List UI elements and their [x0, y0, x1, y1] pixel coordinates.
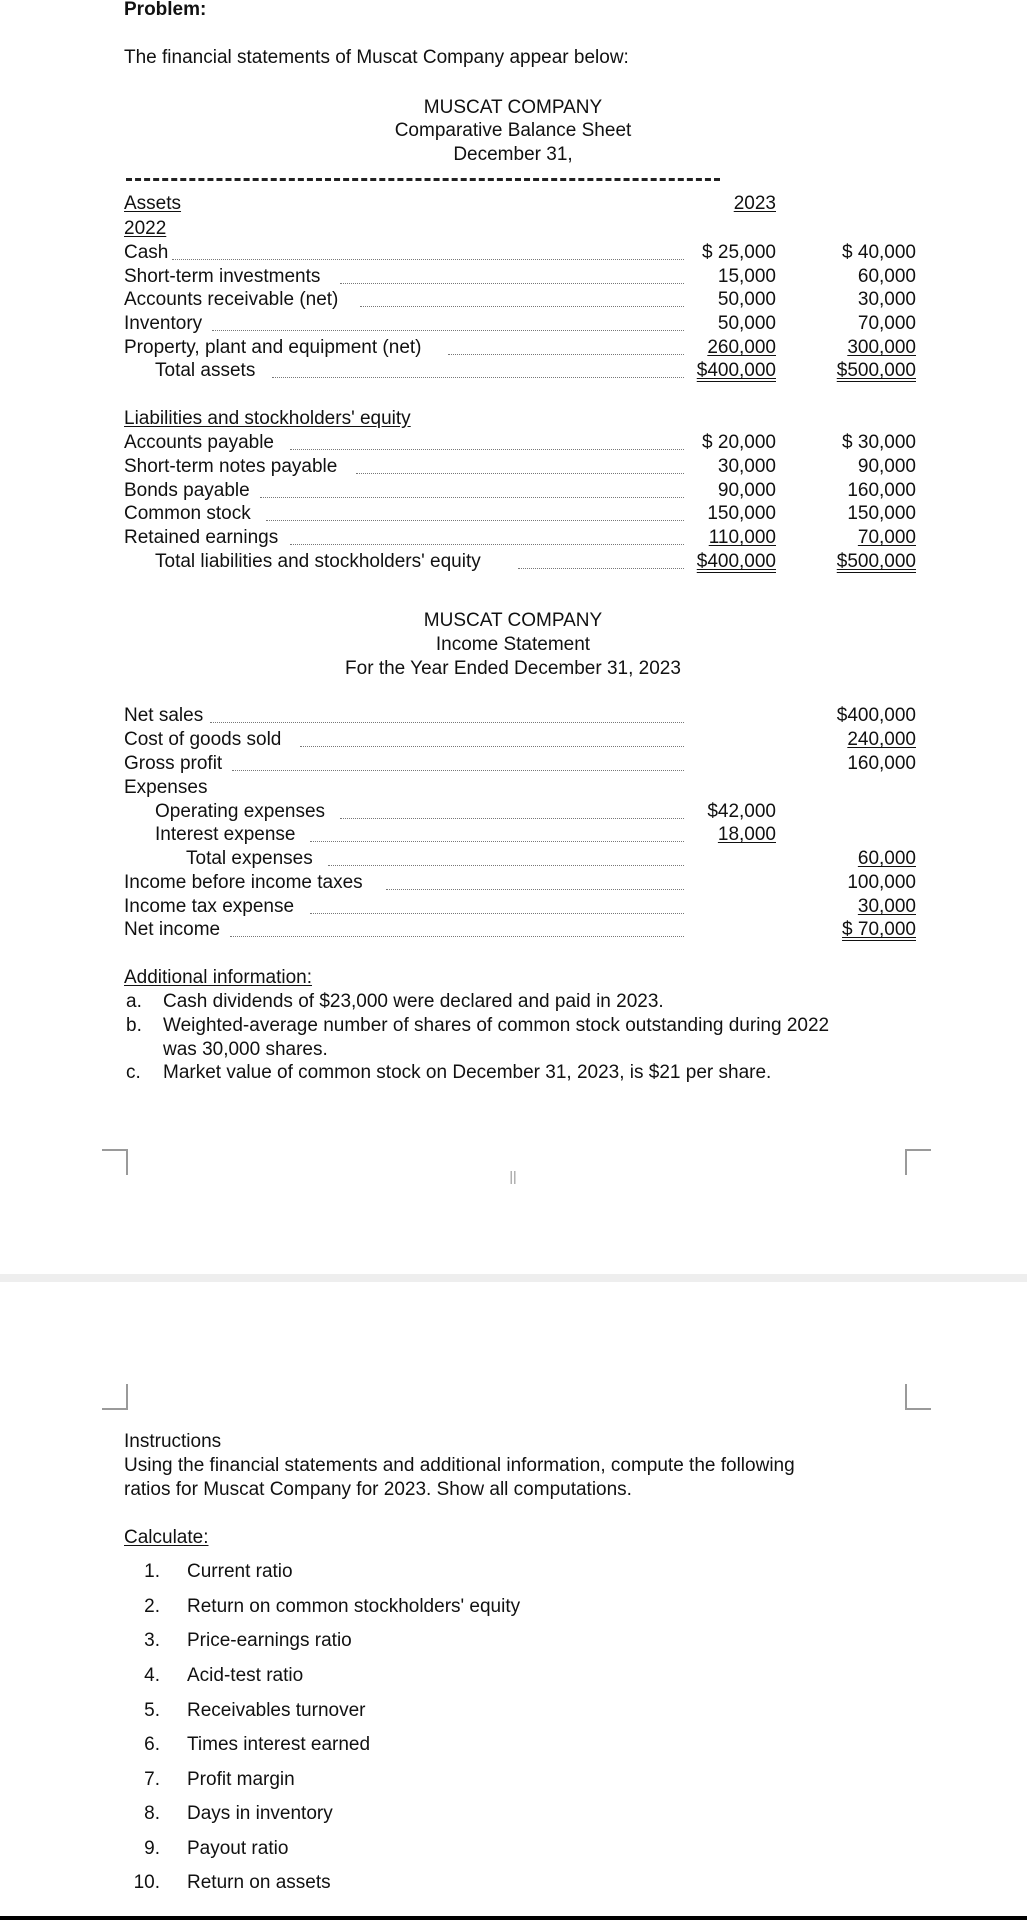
- additional-item-cont: was 30,000 shares.: [163, 1039, 328, 1060]
- list-number: 4.: [144, 1665, 160, 1686]
- leader-dots: [328, 865, 684, 866]
- header-dashed-rule: [126, 178, 720, 181]
- value-2023: 150,000: [707, 503, 776, 524]
- page-gap: [0, 1274, 1027, 1282]
- leader-dots: [212, 330, 684, 331]
- item-marker: b.: [126, 1015, 142, 1036]
- col-2022-header: 2022: [124, 218, 167, 239]
- instructions-line: Using the financial statements and additional information, compute the following: [124, 1455, 795, 1476]
- row-label: Gross profit: [124, 753, 223, 774]
- assets-heading: Assets: [124, 193, 182, 214]
- corner-mark-top-right: [905, 1149, 931, 1175]
- list-text: Payout ratio: [187, 1838, 289, 1859]
- list-number: 10.: [133, 1872, 160, 1893]
- value-2022: 90,000: [857, 456, 916, 477]
- leader-dots: [310, 913, 684, 914]
- leader-dots: [310, 841, 684, 842]
- value-sub: 18,000: [717, 824, 776, 845]
- value-total: 160,000: [847, 753, 916, 774]
- row-label: Common stock: [124, 503, 251, 524]
- is-period: For the Year Ended December 31, 2023: [345, 658, 681, 679]
- leader-dots: [340, 283, 684, 284]
- value-2023: 110,000: [708, 527, 776, 548]
- leader-dots: [448, 354, 684, 355]
- additional-item: Weighted-average number of shares of common stock outstanding during 2022: [163, 1015, 830, 1036]
- row-label: Inventory: [124, 313, 203, 334]
- item-marker: a.: [126, 991, 142, 1012]
- value-sub: $42,000: [707, 801, 776, 822]
- bs-company: MUSCAT COMPANY: [423, 97, 603, 118]
- list-text: Acid-test ratio: [187, 1665, 304, 1686]
- list-text: Profit margin: [187, 1769, 295, 1790]
- value-2022: $ 30,000: [842, 432, 916, 453]
- page-break-mark: ||: [509, 1168, 517, 1184]
- leader-dots: [272, 377, 684, 378]
- leader-dots: [290, 449, 684, 450]
- leader-dots: [172, 259, 684, 260]
- row-label: Accounts payable: [124, 432, 274, 453]
- corner-mark-top-left: [102, 1149, 128, 1175]
- expenses-label: Expenses: [124, 777, 208, 798]
- list-text: Return on assets: [187, 1872, 331, 1893]
- instructions-heading: Instructions: [124, 1431, 222, 1452]
- value-2022: 300,000: [847, 337, 916, 358]
- list-number: 7.: [144, 1769, 160, 1790]
- value-2023: 50,000: [717, 313, 776, 334]
- row-label: Interest expense: [155, 824, 296, 845]
- additional-item: Cash dividends of $23,000 were declared and paid in 2023.: [163, 991, 664, 1012]
- leader-dots: [300, 746, 684, 747]
- value-2023: $ 20,000: [702, 432, 776, 453]
- value-2022: $500,000: [836, 360, 916, 381]
- value-2023: 50,000: [717, 289, 776, 310]
- row-label: Property, plant and equipment (net): [124, 337, 422, 358]
- value-2023: $400,000: [696, 360, 776, 381]
- row-label: Cash: [124, 242, 169, 263]
- list-text: Receivables turnover: [187, 1700, 366, 1721]
- list-text: Days in inventory: [187, 1803, 333, 1824]
- list-text: Current ratio: [187, 1561, 293, 1582]
- leader-dots: [360, 306, 684, 307]
- row-label: Retained earnings: [124, 527, 279, 548]
- leader-dots: [266, 520, 684, 521]
- value-2023: 90,000: [717, 480, 776, 501]
- liabilities-heading: Liabilities and stockholders' equity: [124, 408, 411, 429]
- value-2023: $400,000: [696, 551, 776, 572]
- value-2023: 30,000: [717, 456, 776, 477]
- intro-text: The financial statements of Muscat Company appear below:: [124, 47, 629, 68]
- corner-mark-bottom-right: [905, 1384, 931, 1410]
- row-label: Net income: [124, 919, 221, 940]
- bs-date: December 31,: [453, 144, 573, 165]
- value-2022: 70,000: [857, 527, 916, 548]
- value-2022: 70,000: [857, 313, 916, 334]
- row-label: Bonds payable: [124, 480, 250, 501]
- value-2023: 15,000: [717, 266, 776, 287]
- row-label: Total assets: [155, 360, 256, 381]
- leader-dots: [386, 889, 684, 890]
- item-marker: c.: [126, 1062, 141, 1083]
- value-total: $400,000: [836, 705, 916, 726]
- value-2022: $ 40,000: [842, 242, 916, 263]
- value-2022: $500,000: [836, 551, 916, 572]
- value-2022: 30,000: [857, 289, 916, 310]
- leader-dots: [260, 497, 684, 498]
- value-2023: 260,000: [707, 337, 776, 358]
- row-label: Income tax expense: [124, 896, 295, 917]
- list-number: 5.: [144, 1700, 160, 1721]
- list-number: 2.: [144, 1596, 160, 1617]
- row-label: Net sales: [124, 705, 204, 726]
- list-number: 8.: [144, 1803, 160, 1824]
- additional-item: Market value of common stock on December 31, 2023, is $21 per share.: [163, 1062, 772, 1083]
- row-label: Accounts receivable (net): [124, 289, 339, 310]
- instructions-line: ratios for Muscat Company for 2023. Show all computations.: [124, 1479, 632, 1500]
- row-label: Income before income taxes: [124, 872, 363, 893]
- list-number: 1.: [144, 1561, 160, 1582]
- row-label: Operating expenses: [155, 801, 326, 822]
- corner-mark-bottom-left: [102, 1384, 128, 1410]
- value-total: $ 70,000: [842, 919, 916, 940]
- value-total: 100,000: [847, 872, 916, 893]
- col-2023-header: 2023: [733, 193, 776, 214]
- leader-dots: [210, 722, 684, 723]
- bottom-edge: [0, 1916, 1027, 1920]
- row-label: Cost of goods sold: [124, 729, 282, 750]
- leader-dots: [290, 544, 684, 545]
- list-text: Return on common stockholders' equity: [187, 1596, 521, 1617]
- leader-dots: [356, 473, 684, 474]
- is-company: MUSCAT COMPANY: [423, 610, 603, 631]
- list-text: Price-earnings ratio: [187, 1630, 352, 1651]
- row-label: Short-term investments: [124, 266, 321, 287]
- problem-label: Problem:: [124, 0, 207, 20]
- list-number: 6.: [144, 1734, 160, 1755]
- value-2022: 160,000: [847, 480, 916, 501]
- list-text: Times interest earned: [187, 1734, 371, 1755]
- list-number: 3.: [144, 1630, 160, 1651]
- leader-dots: [230, 936, 684, 937]
- row-label: Short-term notes payable: [124, 456, 338, 477]
- value-2023: $ 25,000: [702, 242, 776, 263]
- is-title: Income Statement: [435, 634, 591, 655]
- calculate-heading: Calculate:: [124, 1527, 209, 1548]
- bs-title: Comparative Balance Sheet: [394, 120, 632, 141]
- list-number: 9.: [144, 1838, 160, 1859]
- value-total: 30,000: [857, 896, 916, 917]
- row-label: Total liabilities and stockholders' equity: [155, 551, 481, 572]
- additional-heading: Additional information:: [124, 967, 312, 988]
- value-total: 240,000: [847, 729, 916, 750]
- value-total: 60,000: [857, 848, 916, 869]
- value-2022: 150,000: [847, 503, 916, 524]
- leader-dots: [340, 818, 684, 819]
- row-label: Total expenses: [186, 848, 313, 869]
- leader-dots: [232, 770, 684, 771]
- value-2022: 60,000: [857, 266, 916, 287]
